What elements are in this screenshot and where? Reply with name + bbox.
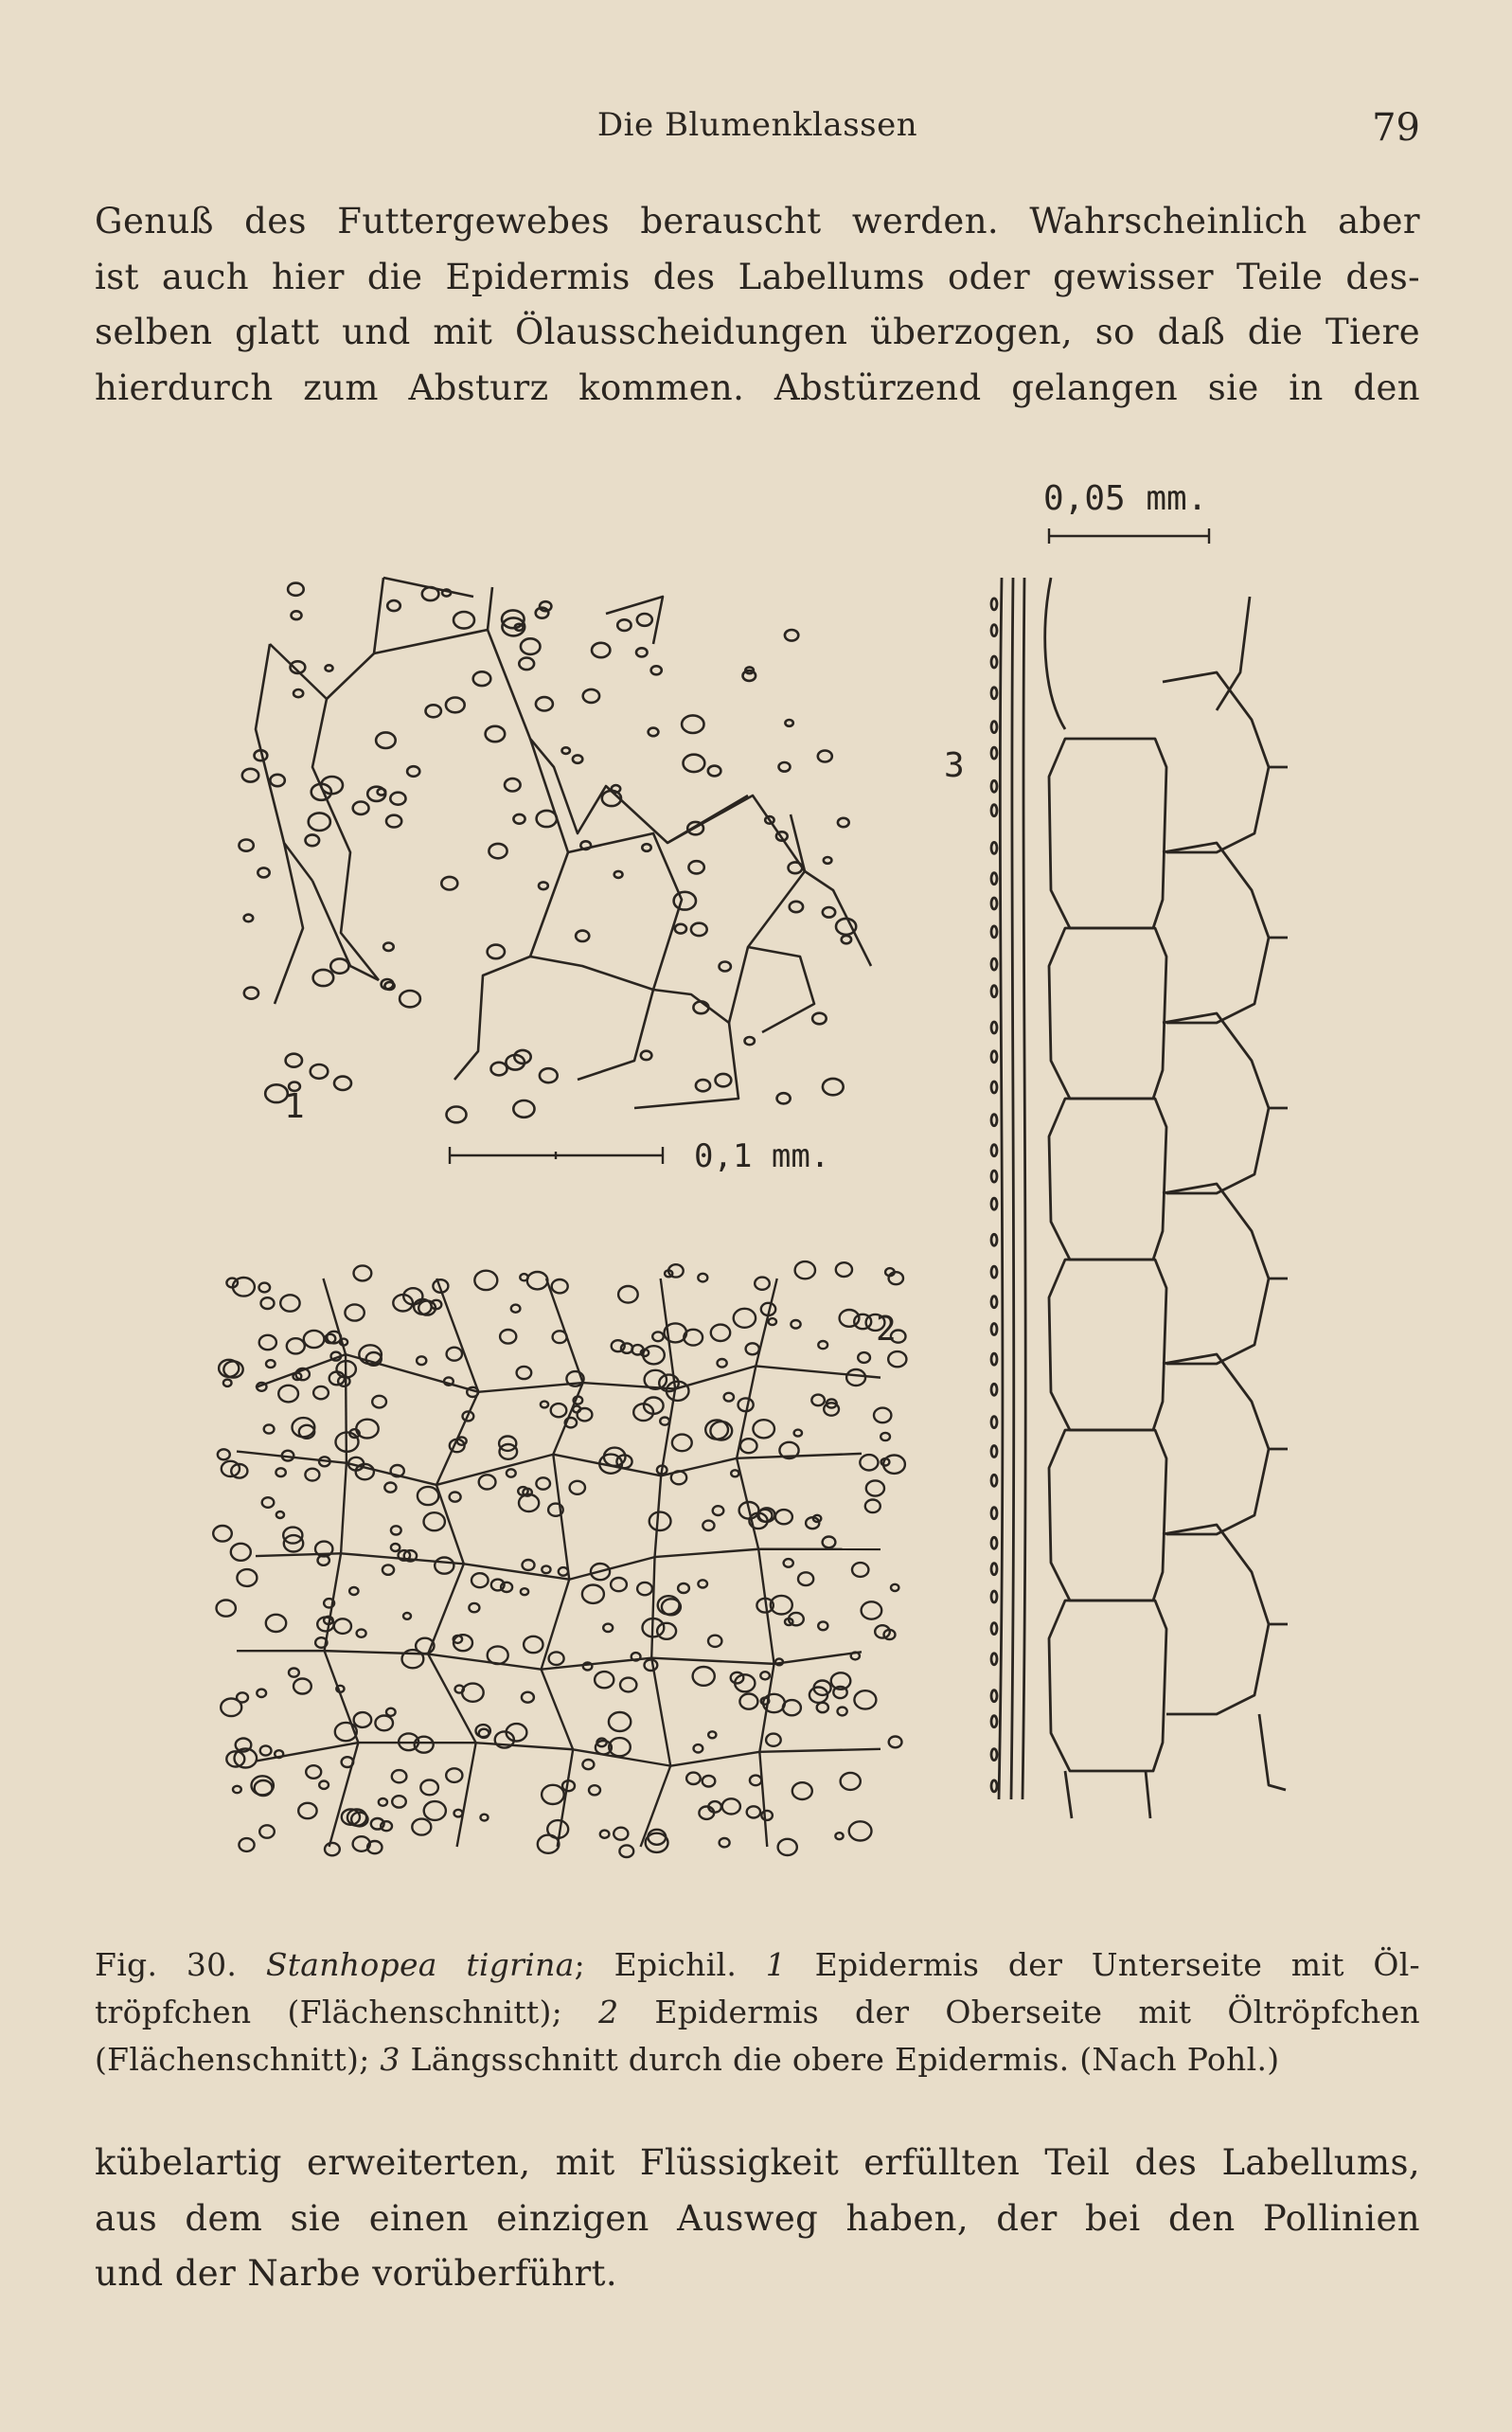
figure-caption — [95, 1941, 1420, 2083]
text-line: aus dem sie einen einzigen Ausweg haben, der bei den Pollinien — [95, 2197, 1420, 2239]
panel-label-2: 2 — [876, 1310, 897, 1349]
text-line: kübelartig erweiterten, mit Flüssigkeit erfüllten Teil des Labellums, — [95, 2142, 1420, 2183]
text-line: ist auch hier die Epidermis des Labellums oder gewisser Teile des- — [95, 256, 1420, 297]
running-head-title: Die Blumenklassen — [596, 106, 918, 144]
caption-item-number: 1 — [765, 1946, 787, 1983]
running-head — [95, 106, 1420, 153]
scale-bar-1-label: 0,1 mm. — [694, 1137, 830, 1175]
scale-bar-3 — [1049, 528, 1209, 544]
caption-item-number: 2 — [598, 1994, 619, 2030]
text-line: hierdurch zum Absturz kommen. Abstürzend gelangen sie in den — [95, 367, 1420, 408]
body-paragraph-bottom — [95, 2136, 1420, 2302]
caption-part: Längsschnitt durch die obere Epidermis. (Nach Pohl.) — [410, 2041, 1280, 2078]
caption-species: Stanhopea tigrina — [265, 1946, 575, 1983]
page-number: 79 — [1372, 106, 1420, 150]
caption-line-2 — [95, 1989, 1420, 2036]
caption-item-number: 3 — [380, 2041, 400, 2078]
caption-part: (Flächenschnitt); — [95, 2041, 370, 2078]
body-paragraph-top — [95, 194, 1420, 416]
text-line: selben glatt und mit Ölausscheidungen überzogen, so daß die Tiere — [95, 312, 1420, 352]
panel-label-3: 3 — [944, 746, 965, 785]
figure-drawing — [0, 455, 1512, 1913]
panel-1-epidermis-underside — [239, 578, 871, 1122]
scale-bar-3-label: 0,05 mm. — [1043, 479, 1208, 518]
text-line: Genuß des Futtergewebes berauscht werden. Wahrscheinlich aber — [95, 201, 1420, 241]
panel-label-1: 1 — [284, 1087, 305, 1126]
scale-bar-1 — [450, 1147, 663, 1164]
panel-3-longitudinal-section — [991, 578, 1288, 1818]
text-line: und der Narbe vorüberführt. — [95, 2253, 618, 2294]
figure-30 — [0, 455, 1512, 1913]
caption-part: tröpfchen (Flächenschnitt); — [95, 1994, 563, 2030]
caption-line-3 — [95, 2036, 1420, 2083]
caption-part: Epidermis der Unterseite mit Öl- — [814, 1946, 1420, 1983]
caption-part: ; Epichil. — [574, 1946, 738, 1983]
caption-line-1 — [95, 1941, 1420, 1989]
panel-2-epidermis-upperside — [213, 1261, 906, 1857]
caption-fig-number: Fig. 30. — [95, 1946, 238, 1983]
caption-part: Epidermis der Oberseite mit Öltröpfchen — [654, 1994, 1420, 2030]
